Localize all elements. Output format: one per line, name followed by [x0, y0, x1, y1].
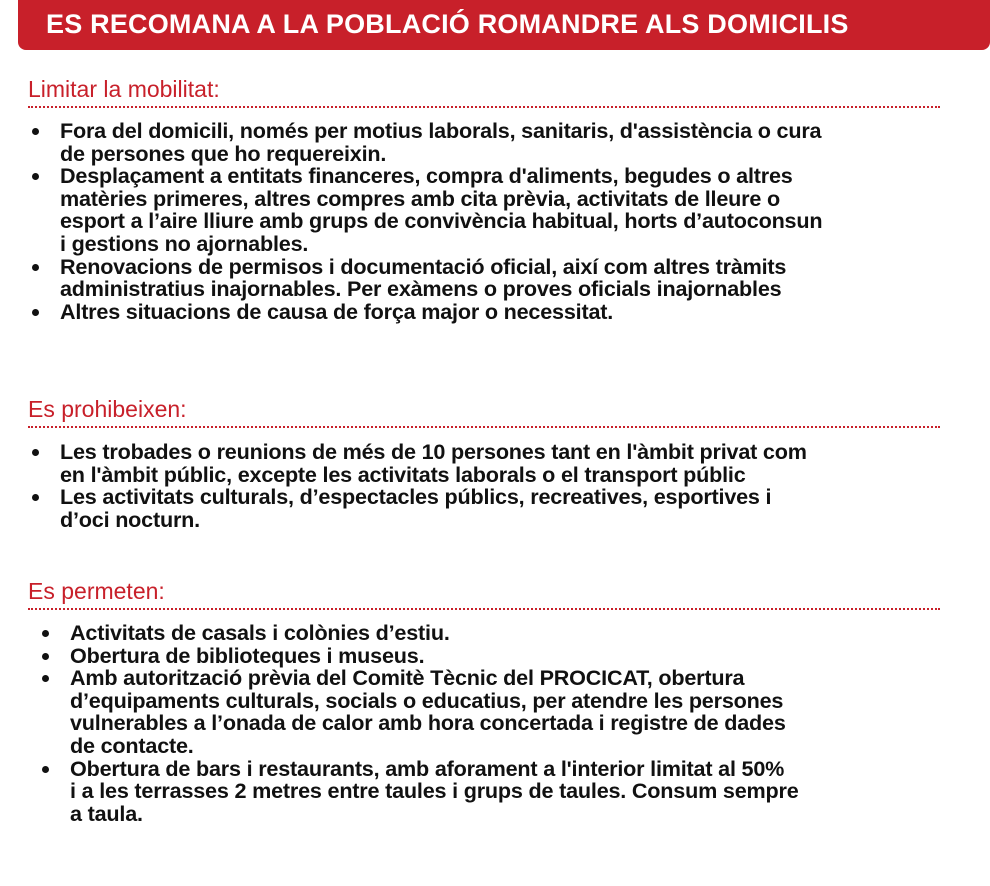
bullet-icon [42, 766, 49, 773]
list-item: Activitats de casals i colònies d’estiu. [40, 622, 799, 645]
section-title: Es prohibeixen: [28, 396, 187, 422]
bullet-icon [32, 309, 39, 316]
section-header-prohibited [28, 396, 940, 430]
bullet-icon [32, 173, 39, 180]
bullet-icon [42, 675, 49, 682]
mobility-list [30, 120, 822, 323]
section-header-allowed [28, 578, 940, 612]
prohibited-list [30, 441, 807, 531]
bullet-icon [32, 128, 39, 135]
list-item: Les activitats culturals, d’espectacles públics, recreatives, esportives i d’oci nocturn. [30, 486, 807, 531]
list-item: Fora del domicili, només per motius laborals, sanitaris, d'assistència o cura de persones que ho requereixin. [30, 120, 822, 165]
bullet-icon [32, 264, 39, 271]
bullet-icon [32, 494, 39, 501]
allowed-list [40, 622, 799, 825]
list-item: Obertura de biblioteques i museus. [40, 645, 799, 668]
list-item: Renovacions de permisos i documentació oficial, així com altres tràmits administratius inajornables. Per exàmens o proves oficials inajornables [30, 256, 822, 301]
dotted-divider [28, 106, 940, 108]
bullet-icon [42, 653, 49, 660]
list-item: Obertura de bars i restaurants, amb aforament a l'interior limitat al 50% i a les terrasses 2 metres entre taules i grups de taules. Consum sempre a taula. [40, 758, 799, 826]
list-item: Desplaçament a entitats financeres, compra d'aliments, begudes o altres matèries primeres, altres compres amb cita prèvia, activitats de lleure o esport a l’aire lliure amb grups de convivència habitual, horts d’autoconsun i gestions no ajornables. [30, 165, 822, 255]
bullet-icon [32, 449, 39, 456]
banner-title: ES RECOMANA A LA POBLACIÓ ROMANDRE ALS DOMICILIS [46, 9, 849, 39]
dotted-divider [28, 608, 940, 610]
list-item: Amb autorització prèvia del Comitè Tècnic del PROCICAT, obertura d’equipaments culturals, socials o educatius, per atendre les persones vulnerables a l’onada de calor amb hora concertada i registre de dades de contacte. [40, 667, 799, 757]
header-banner [18, 0, 990, 50]
section-header-mobility [28, 76, 940, 110]
section-title: Es permeten: [28, 578, 165, 604]
bullet-icon [42, 630, 49, 637]
list-item: Altres situacions de causa de força major o necessitat. [30, 301, 822, 324]
list-item: Les trobades o reunions de més de 10 persones tant en l'àmbit privat com en l'àmbit públic, excepte les activitats laborals o el transport públic [30, 441, 807, 486]
section-title: Limitar la mobilitat: [28, 76, 220, 102]
dotted-divider [28, 426, 940, 428]
